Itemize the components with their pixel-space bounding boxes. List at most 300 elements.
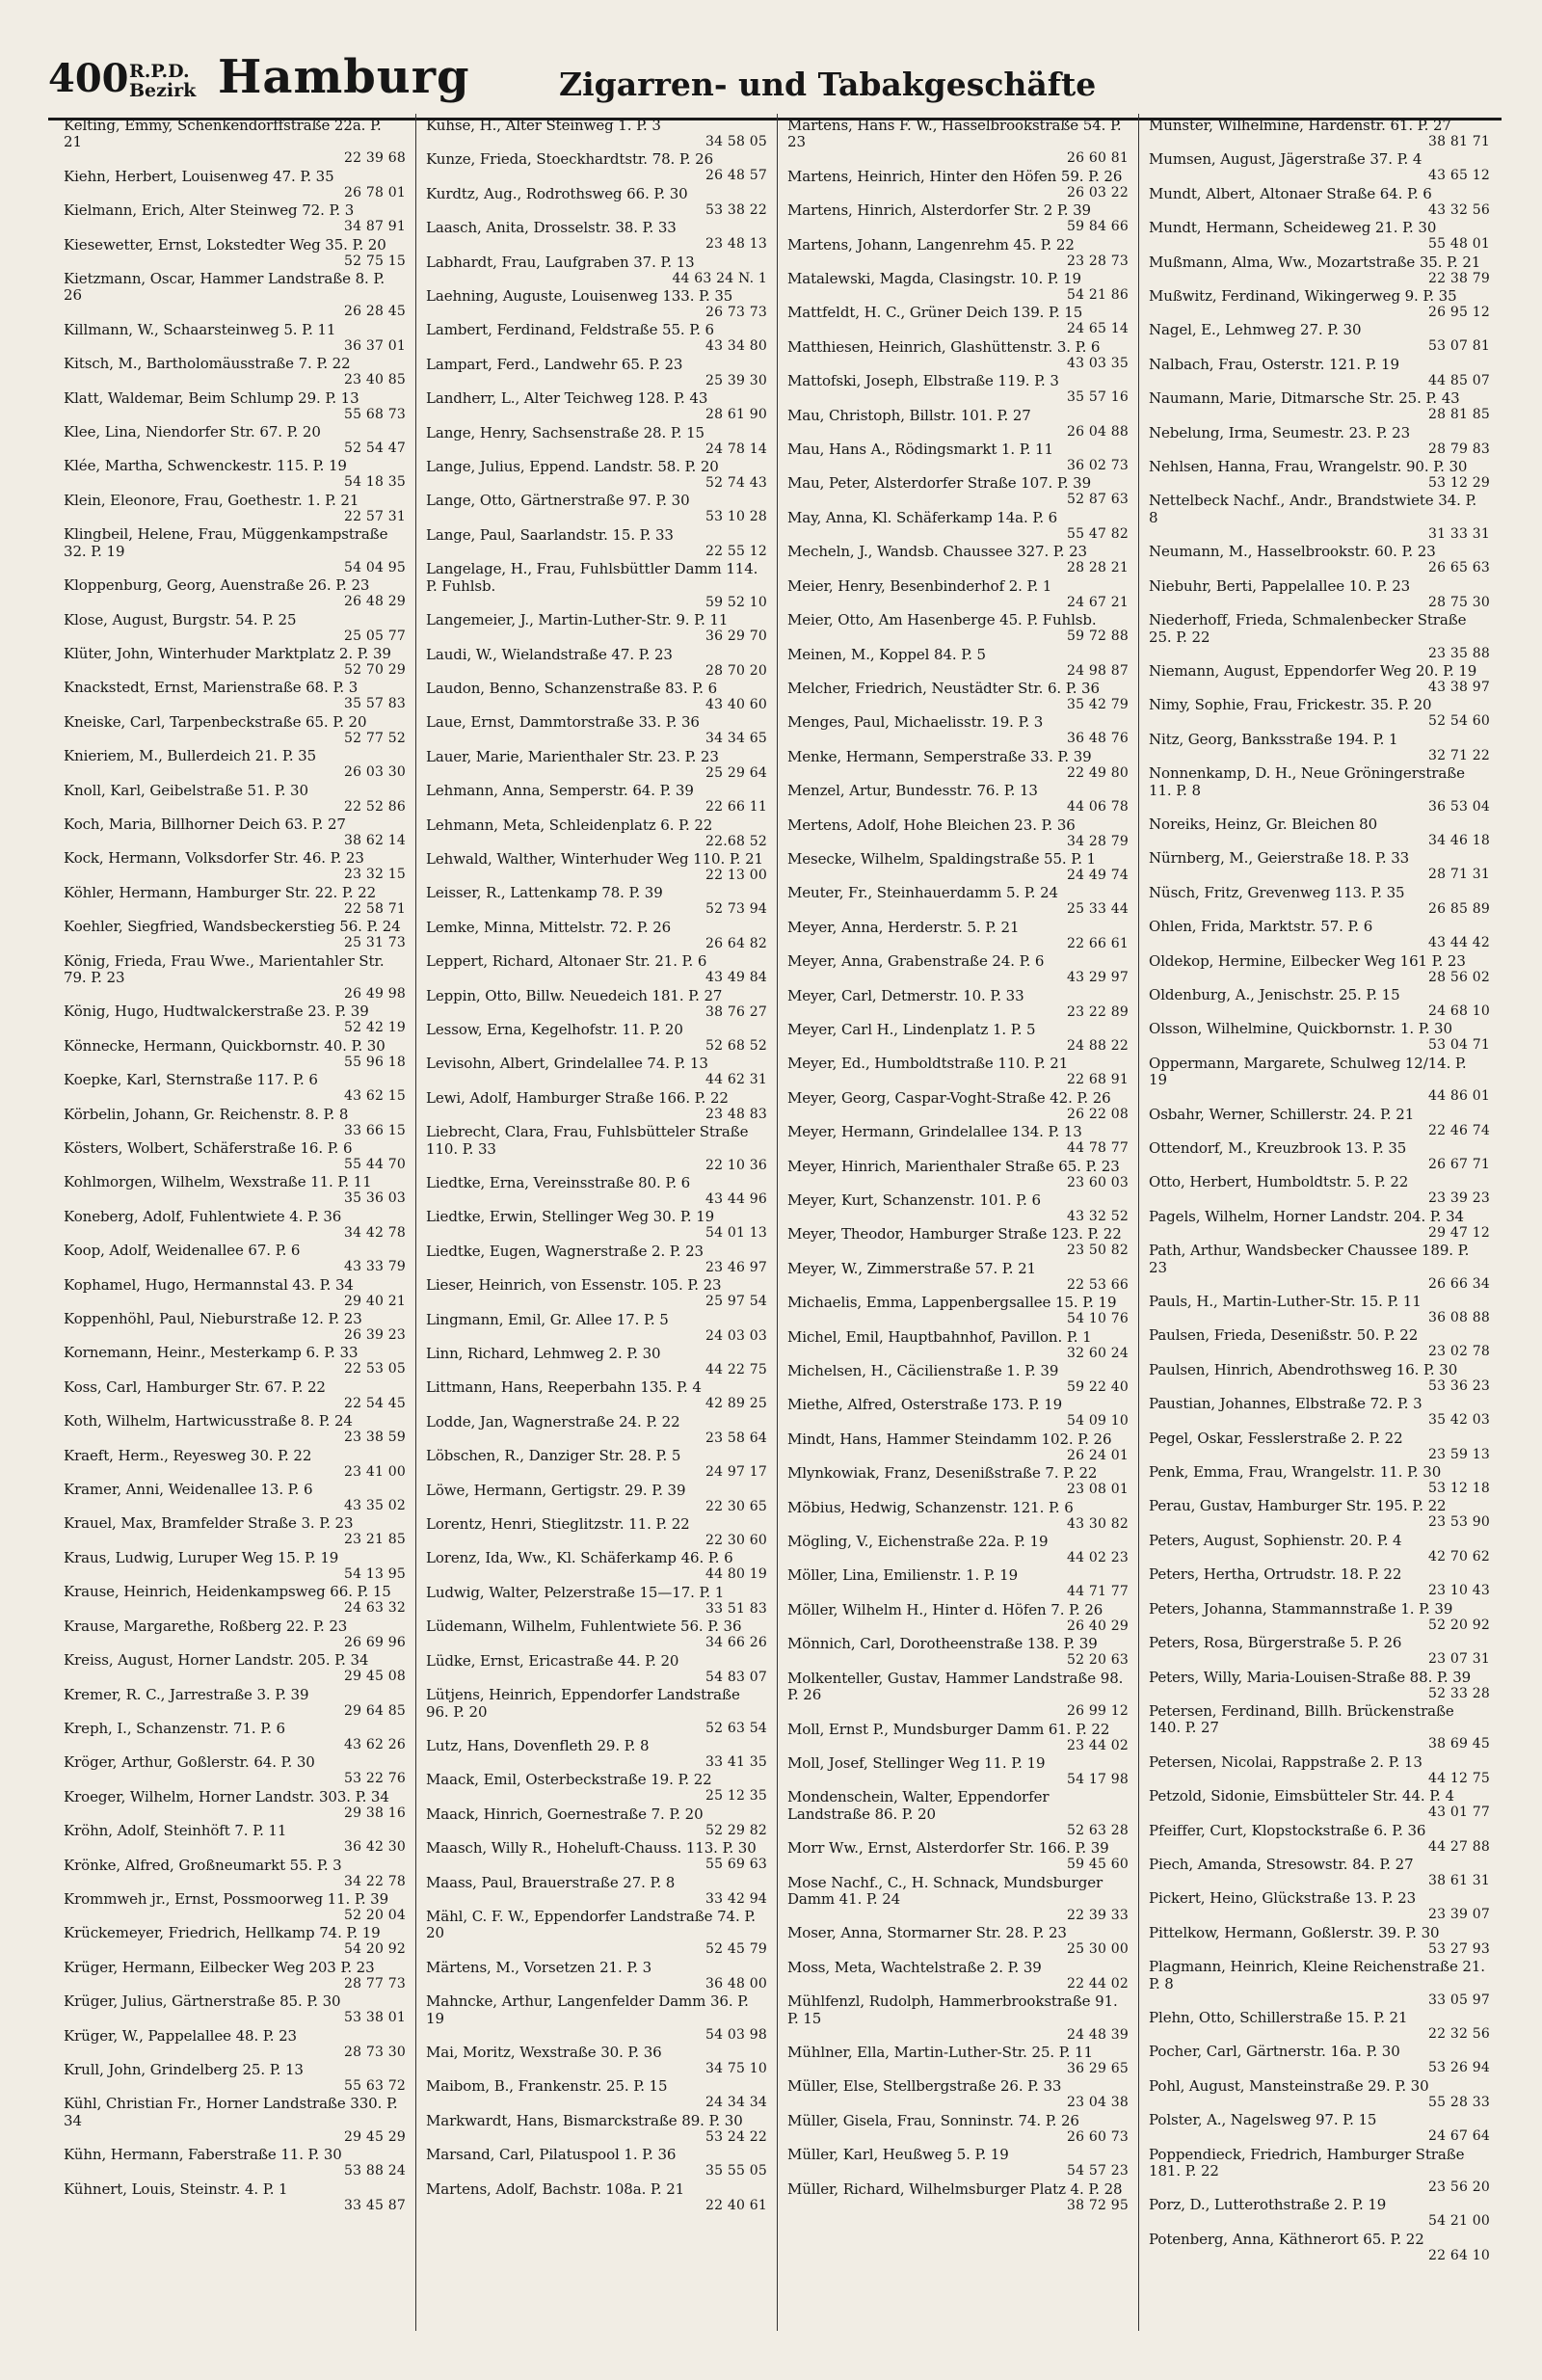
entry-phone: 43 34 80 [705, 338, 767, 355]
directory-entry [787, 1397, 1130, 1431]
entry-phone: 25 12 35 [705, 1788, 767, 1805]
directory-entry [426, 1687, 769, 1738]
entry-text: Kraeft, Herm., Reyesweg 30. P. 22 [64, 1446, 312, 1464]
entry-phone: 54 09 10 [1067, 1413, 1129, 1430]
directory-entry [64, 1993, 408, 2027]
entry-text: Lutz, Hans, Dovenfleth 29. P. 8 [426, 1736, 650, 1754]
directory-entry [787, 408, 1130, 441]
entry-text: Krönke, Alfred, Großneumarkt 55. P. 3 [64, 1856, 342, 1874]
entry-text: Piech, Amanda, Stresowstr. 84. P. 27 [1149, 1855, 1414, 1873]
directory-entry [64, 390, 408, 424]
entry-text: Kroeger, Wilhelm, Horner Landstr. 303. P. 34 [64, 1787, 389, 1805]
entry-phone: 43 44 42 [1428, 935, 1490, 951]
directory-entry [1149, 2112, 1492, 2146]
entry-phone: 29 47 12 [1428, 1224, 1490, 1241]
entry-text: Kröhn, Adolf, Steinhöft 7. P. 11 [64, 1822, 287, 1840]
directory-entry [64, 1618, 408, 1652]
directory-entry [1149, 2147, 1492, 2198]
entry-phone: 24 34 34 [705, 2095, 767, 2111]
directory-entry [64, 493, 408, 526]
entry-text: Möller, Wilhelm H., Hinter d. Höfen 7. P. 26 [787, 1600, 1103, 1618]
entry-text: Kühn, Hermann, Faberstraße 11. P. 30 [64, 2146, 342, 2164]
directory-entry [787, 1671, 1130, 1722]
directory-entry [426, 1277, 769, 1311]
entry-text: Meyer, W., Zimmerstraße 57. P. 21 [787, 1259, 1036, 1277]
entry-text: Maibom, B., Frankenstr. 25. P. 15 [426, 2077, 668, 2096]
directory-entry [787, 1226, 1130, 1260]
directory-entry [787, 1960, 1130, 1993]
entry-text: Mecheln, J., Wandsb. Chaussee 327. P. 23 [787, 543, 1087, 561]
entry-phone: 44 80 19 [705, 1566, 767, 1583]
entry-text: Littmann, Hans, Reeperbahn 135. P. 4 [426, 1378, 702, 1397]
entry-text: Langemeier, J., Martin-Luther-Str. 9. P. 11 [426, 611, 729, 629]
section-title: Zigarren- und Tabakgeschäfte [559, 66, 1097, 103]
directory-entry [64, 271, 408, 322]
entry-text: Meyer, Hinrich, Marienthaler Straße 65. P. 23 [787, 1157, 1120, 1175]
directory-entry [426, 1585, 769, 1618]
district-label [129, 62, 196, 100]
entry-phone: 53 12 29 [1428, 475, 1490, 492]
entry-phone: 23 48 13 [705, 236, 767, 253]
directory-entry [1149, 1327, 1492, 1361]
entry-phone: 22 54 45 [344, 1395, 406, 1411]
directory-entry [426, 322, 769, 356]
entry-phone: 23 40 85 [344, 372, 406, 388]
entry-text: Pauls, H., Martin-Luther-Str. 15. P. 11 [1149, 1293, 1422, 1311]
entry-phone: 28 75 30 [1428, 594, 1490, 610]
directory-entry [1149, 1788, 1492, 1822]
entry-phone: 23 50 82 [1067, 1243, 1129, 1259]
entry-text: König, Frieda, Frau Wwe., Marientahler Str. 79. P. 23 [64, 951, 385, 986]
directory-entry [64, 1107, 408, 1140]
entry-text: Kelting, Emmy, Schenkendorffstraße 22a. P. 21 [64, 117, 382, 151]
entry-phone: 52 33 28 [1428, 1685, 1490, 1701]
entry-text: Ohlen, Frida, Marktstr. 57. P. 6 [1149, 918, 1373, 936]
entry-text: Porz, D., Lutterothstraße 2. P. 19 [1149, 2196, 1387, 2214]
entry-text: Lewi, Adolf, Hamburger Straße 166. P. 22 [426, 1088, 729, 1107]
directory-entry [64, 202, 408, 236]
directory-entry [787, 1056, 1130, 1089]
entry-phone: 23 02 78 [1428, 1344, 1490, 1360]
entry-phone: 54 13 95 [344, 1565, 406, 1582]
entry-phone: 22 38 79 [1428, 270, 1490, 286]
directory-entry [787, 271, 1130, 305]
entry-phone: 29 45 08 [344, 1669, 406, 1685]
directory-entry [1149, 765, 1492, 816]
entry-phone: 22 58 71 [344, 900, 406, 917]
directory-entry [426, 1124, 769, 1175]
entry-text: Moss, Meta, Wachtelstraße 2. P. 39 [787, 1958, 1042, 1976]
entry-text: Krüger, W., Pappelallee 48. P. 23 [64, 2026, 297, 2045]
directory-entry [787, 1636, 1130, 1670]
entry-phone: 28 77 73 [344, 1975, 406, 1992]
entry-phone: 34 58 05 [705, 134, 767, 149]
entry-text: Kreiss, August, Horner Landstr. 205. P. 34 [64, 1651, 369, 1670]
entry-text: Pagels, Wilhelm, Horner Landstr. 204. P. 34 [1149, 1207, 1464, 1225]
entry-text: Plehn, Otto, Schillerstraße 15. P. 21 [1149, 2008, 1408, 2026]
entry-text: Martens, Hans F. W., Hasselbrookstraße 54. P. 23 [787, 117, 1122, 151]
directory-entry [426, 988, 769, 1022]
entry-text: Marsand, Carl, Pilatuspool 1. P. 36 [426, 2146, 677, 2164]
directory-entry [426, 493, 769, 526]
directory-entry [1149, 1533, 1492, 1566]
directory-entry [64, 919, 408, 952]
directory-entry [1149, 1174, 1492, 1208]
directory-entry [64, 680, 408, 713]
entry-text: Krüger, Julius, Gärtnerstraße 85. P. 30 [64, 1992, 341, 2011]
entry-text: Lingmann, Emil, Gr. Allee 17. P. 5 [426, 1310, 669, 1328]
entry-phone: 52 74 43 [705, 475, 767, 492]
entry-phone: 23 46 97 [705, 1259, 767, 1275]
entry-text: Krause, Heinrich, Heidenkampsweg 66. P. 15 [64, 1583, 391, 1601]
entry-text: Perau, Gustav, Hamburger Str. 195. P. 22 [1149, 1497, 1447, 1515]
entry-phone: 33 45 87 [344, 2197, 406, 2213]
entry-phone: 55 44 70 [344, 1157, 406, 1172]
entry-phone: 22 66 11 [705, 799, 767, 816]
entry-text: Maack, Hinrich, Goernestraße 7. P. 20 [426, 1805, 704, 1823]
entry-phone: 22 68 91 [1067, 1072, 1129, 1088]
entry-text: Mönnich, Carl, Dorotheenstraße 138. P. 39 [787, 1635, 1098, 1653]
entry-phone: 33 05 97 [1428, 1992, 1490, 2008]
directory-entry [64, 1174, 408, 1208]
entry-text: Klée, Martha, Schwenckestr. 115. P. 19 [64, 457, 347, 475]
directory-entry [1149, 2197, 1492, 2231]
entry-phone: 34 75 10 [705, 2060, 767, 2076]
directory-entry [64, 1515, 408, 1549]
entry-text: Landherr, L., Alter Teichweg 128. P. 43 [426, 389, 708, 408]
entry-phone: 34 42 78 [344, 1224, 406, 1241]
entry-phone: 32 71 22 [1428, 747, 1490, 763]
entry-phone: 36 29 65 [1067, 2060, 1129, 2076]
entry-phone: 28 70 20 [705, 662, 767, 679]
entry-text: Melcher, Friedrich, Neustädter Str. 6. P. 36 [787, 679, 1100, 697]
directory-entry [787, 1090, 1130, 1124]
directory-entry [64, 1823, 408, 1857]
entry-phone: 44 71 77 [1067, 1584, 1129, 1600]
directory-entry [64, 1482, 408, 1515]
entry-phone: 25 29 64 [705, 764, 767, 781]
entry-text: Maasch, Willy R., Hoheluft-Chauss. 113. P. 30 [426, 1839, 757, 1858]
directory-entry [787, 714, 1130, 748]
entry-phone: 53 27 93 [1428, 1940, 1490, 1957]
entry-text: Michelsen, H., Cäcilienstraße 1. P. 39 [787, 1362, 1059, 1380]
entry-text: Plagmann, Heinrich, Kleine Reichenstraße 21. P. 8 [1149, 1958, 1485, 1992]
directory-entry [787, 783, 1130, 816]
entry-phone: 53 36 23 [1428, 1377, 1490, 1394]
directory-entry [426, 1516, 769, 1550]
entry-phone: 34 87 91 [344, 219, 406, 235]
entry-text: Lehmann, Anna, Semperstr. 64. P. 39 [426, 782, 694, 800]
entry-phone: 26 24 01 [1067, 1447, 1129, 1463]
entry-phone: 59 22 40 [1067, 1379, 1129, 1396]
entry-phone: 23 44 02 [1067, 1737, 1129, 1753]
entry-phone: 54 57 23 [1067, 2163, 1129, 2179]
entry-phone: 36 29 70 [705, 628, 767, 645]
entry-phone: 44 78 77 [1067, 1140, 1129, 1157]
entry-phone: 53 04 71 [1428, 1037, 1490, 1054]
entry-text: Löwe, Hermann, Gertigstr. 29. P. 39 [426, 1481, 686, 1499]
entry-phone: 33 42 94 [705, 1890, 767, 1907]
entry-text: Koch, Maria, Billhorner Deich 63. P. 27 [64, 815, 346, 833]
entry-text: Laasch, Anita, Drosselstr. 38. P. 33 [426, 219, 677, 237]
entry-text: Meyer, Anna, Grabenstraße 24. P. 6 [787, 952, 1045, 971]
directory-entry [787, 339, 1130, 373]
directory-entry [426, 1243, 769, 1277]
entry-text: Meyer, Carl H., Lindenplatz 1. P. 5 [787, 1020, 1036, 1038]
directory-entry [426, 1772, 769, 1805]
entry-text: Liedtke, Erwin, Stellinger Weg 30. P. 19 [426, 1208, 715, 1226]
directory-entry [64, 612, 408, 646]
entry-text: Lorentz, Henri, Stieglitzstr. 11. P. 22 [426, 1515, 690, 1534]
directory-entry [1149, 2044, 1492, 2077]
entry-text: Poppendieck, Friedrich, Hamburger Straße 181. P. 22 [1149, 2145, 1465, 2179]
directory-entry [64, 646, 408, 680]
entry-text: Linn, Richard, Lehmweg 2. P. 30 [426, 1345, 661, 1363]
directory-entry [1149, 663, 1492, 697]
directory-entry [1149, 850, 1492, 884]
directory-entry [426, 1738, 769, 1772]
directory-entry [787, 1261, 1130, 1295]
directory-entry [426, 186, 769, 220]
entry-text: Lodde, Jan, Wagnerstraße 24. P. 22 [426, 1412, 680, 1431]
directory-entry [64, 1754, 408, 1788]
entry-phone: 26 60 81 [1067, 150, 1129, 167]
entry-text: Martens, Heinrich, Hinter den Höfen 59. P. 26 [787, 167, 1123, 185]
entry-phone: 43 33 79 [344, 1259, 406, 1275]
entry-phone: 53 38 01 [344, 2010, 406, 2026]
directory-entry [1149, 1021, 1492, 1055]
directory-entry [64, 1379, 408, 1413]
entry-phone: 34 28 79 [1067, 833, 1129, 849]
entry-phone: 43 62 15 [344, 1088, 406, 1105]
directory-entry [64, 2028, 408, 2062]
entry-phone: 55 48 01 [1428, 236, 1490, 253]
entry-phone: 44 27 88 [1428, 1838, 1490, 1855]
entry-text: Krull, John, Grindelberg 25. P. 13 [64, 2060, 304, 2078]
entry-text: May, Anna, Kl. Schäferkamp 14a. P. 6 [787, 508, 1058, 526]
entry-phone: 42 89 25 [705, 1396, 767, 1412]
entry-text: Mau, Hans A., Rödingsmarkt 1. P. 11 [787, 441, 1053, 459]
directory-entry [787, 475, 1130, 509]
entry-phone: 43 01 77 [1428, 1805, 1490, 1821]
entry-phone: 26 73 73 [705, 305, 767, 321]
entry-text: Mindt, Hans, Hammer Steindamm 102. P. 26 [787, 1430, 1112, 1448]
entry-phone: 35 42 03 [1428, 1412, 1490, 1429]
entry-phone: 36 48 00 [705, 1975, 767, 1992]
directory-entry [787, 1602, 1130, 1636]
entry-text: Koth, Wilhelm, Hartwicusstraße 8. P. 24 [64, 1412, 353, 1431]
entry-phone: 22 64 10 [1428, 2247, 1490, 2263]
entry-text: Lampart, Ferd., Landwehr 65. P. 23 [426, 355, 683, 373]
entry-phone: 53 07 81 [1428, 338, 1490, 355]
entry-phone: 26 65 63 [1428, 560, 1490, 576]
entry-phone: 31 33 31 [1428, 525, 1490, 542]
entry-phone: 25 05 77 [344, 628, 406, 644]
entry-phone: 26 49 98 [344, 985, 406, 1002]
entry-phone: 52 63 28 [1067, 1822, 1129, 1838]
directory-entry [1149, 697, 1492, 731]
entry-text: Knoll, Karl, Geibelstraße 51. P. 30 [64, 781, 308, 799]
entry-text: Kröger, Arthur, Goßlerstr. 64. P. 30 [64, 1753, 315, 1772]
entry-text: Petersen, Ferdinand, Billh. Brückenstraße 140. P. 27 [1149, 1701, 1454, 1737]
entry-text: Meyer, Carl, Detmerstr. 10. P. 33 [787, 986, 1024, 1004]
entry-text: Markwardt, Hans, Bismarckstraße 89. P. 30 [426, 2111, 743, 2129]
entry-phone: 25 97 54 [705, 1294, 767, 1310]
entry-phone: 22 13 00 [705, 867, 767, 883]
entry-phone: 54 04 95 [344, 559, 406, 575]
entry-text: Nitz, Georg, Banksstraße 194. P. 1 [1149, 730, 1398, 748]
directory-entry [426, 783, 769, 816]
directory-entry [64, 458, 408, 492]
entry-phone: 52 20 63 [1067, 1652, 1129, 1669]
entry-text: Könnecke, Hermann, Quickbornstr. 40. P. 30 [64, 1036, 386, 1055]
entry-phone: 52 68 52 [705, 1037, 767, 1054]
entry-text: Meyer, Hermann, Grindelallee 134. P. 13 [787, 1123, 1082, 1141]
entry-phone: 26 03 30 [344, 764, 406, 781]
entry-text: Martens, Johann, Langenrehm 45. P. 22 [787, 235, 1075, 254]
directory-entry [1149, 1959, 1492, 2010]
directory-entry [426, 1618, 769, 1652]
entry-text: Lange, Henry, Sachsenstraße 28. P. 15 [426, 423, 705, 441]
directory-entry [1149, 2078, 1492, 2112]
entry-phone: 54 83 07 [705, 1669, 767, 1685]
directory-entry [1149, 1857, 1492, 1890]
entry-phone: 26 48 29 [344, 594, 406, 610]
directory-entry [1149, 493, 1492, 544]
column-3 [777, 114, 1138, 2331]
directory-entry [64, 577, 408, 611]
entry-phone: 26 64 82 [705, 935, 767, 951]
entry-text: Meyer, Kurt, Schanzenstr. 101. P. 6 [787, 1191, 1041, 1209]
entry-phone: 53 26 94 [1428, 2060, 1490, 2076]
entry-text: Koehler, Siegfried, Wandsbeckerstieg 56. P. 24 [64, 918, 401, 936]
entry-phone: 24 98 87 [1067, 662, 1129, 679]
directory-entry [64, 424, 408, 458]
directory-entry [1149, 953, 1492, 987]
directory-entry [64, 885, 408, 919]
directory-entry [426, 2045, 769, 2078]
entry-text: Mühlner, Ella, Martin-Luther-Str. 25. P. 11 [787, 2043, 1093, 2061]
directory-entry [1149, 732, 1492, 765]
entry-text: Nürnberg, M., Geierstraße 18. P. 33 [1149, 849, 1410, 868]
entry-text: Lorenz, Ida, Ww., Kl. Schäferkamp 46. P. 6 [426, 1549, 733, 1567]
directory-entry [426, 1960, 769, 1993]
entry-phone: 33 51 83 [705, 1600, 767, 1617]
entry-text: Nettelbeck Nachf., Andr., Brandstwiete 34. P. 8 [1149, 492, 1477, 526]
directory-entry [787, 1534, 1130, 1567]
directory-entry [1149, 1823, 1492, 1857]
directory-entry [1149, 220, 1492, 254]
entry-text: Lange, Paul, Saarlandstr. 15. P. 33 [426, 525, 674, 544]
directory-entry [787, 544, 1130, 577]
entry-phone: 25 33 44 [1067, 901, 1129, 918]
entry-phone: 43 30 82 [1067, 1515, 1129, 1532]
entry-text: Liedtke, Erna, Vereinsstraße 80. P. 6 [426, 1174, 691, 1191]
entry-text: Menzel, Artur, Bundesstr. 76. P. 13 [787, 782, 1038, 800]
entry-text: Müller, Else, Stellbergstraße 26. P. 33 [787, 2077, 1062, 2096]
directory-entry [787, 1755, 1130, 1789]
entry-text: Lehmann, Meta, Schleidenplatz 6. P. 22 [426, 816, 713, 834]
directory-entry [64, 526, 408, 577]
directory-entry [787, 988, 1130, 1022]
entry-phone: 28 71 31 [1428, 867, 1490, 883]
entry-text: Klüter, John, Winterhuder Marktplatz 2. P. 39 [64, 644, 391, 662]
entry-phone: 43 32 52 [1067, 1209, 1129, 1224]
entry-text: Moll, Josef, Stellinger Weg 11. P. 19 [787, 1753, 1046, 1772]
entry-text: Körbelin, Johann, Gr. Reichenstr. 8. P. 8 [64, 1105, 349, 1123]
directory-entry [426, 1550, 769, 1584]
directory-entry [1149, 1056, 1492, 1107]
directory-entry [64, 1140, 408, 1174]
entry-text: Liedtke, Eugen, Wagnerstraße 2. P. 23 [426, 1242, 704, 1260]
entry-text: Kramer, Anni, Weidenallee 13. P. 6 [64, 1481, 313, 1499]
directory-entry [64, 953, 408, 1004]
directory-entry [1149, 987, 1492, 1021]
entry-phone: 24 65 14 [1067, 321, 1129, 337]
entry-text: Meinen, M., Koppel 84. P. 5 [787, 645, 986, 663]
entry-text: Kuhse, H., Alter Steinweg 1. P. 3 [426, 117, 661, 134]
entry-text: Koss, Carl, Hamburger Str. 67. P. 22 [64, 1377, 326, 1396]
entry-text: Kloppenburg, Georg, Auenstraße 26. P. 23 [64, 576, 370, 595]
directory-entry [64, 1311, 408, 1345]
directory-entry [426, 1875, 769, 1909]
entry-text: Lehwald, Walther, Winterhuder Weg 110. P. 21 [426, 849, 764, 868]
directory-entry [787, 1465, 1130, 1499]
entry-phone: 55 96 18 [344, 1054, 406, 1070]
entry-phone: 43 40 60 [705, 696, 767, 712]
directory-entry [1149, 459, 1492, 493]
entry-text: Krüger, Hermann, Eilbecker Weg 203 P. 23 [64, 1958, 375, 1976]
entry-phone: 32 60 24 [1067, 1345, 1129, 1361]
entry-text: Kock, Hermann, Volksdorfer Str. 46. P. 23 [64, 849, 364, 868]
entry-text: Lange, Julius, Eppend. Landstr. 58. P. 20 [426, 458, 719, 476]
entry-text: Knieriem, M., Bullerdeich 21. P. 35 [64, 747, 317, 765]
entry-text: Koneberg, Adolf, Fuhlentwiete 4. P. 36 [64, 1207, 342, 1225]
directory-entry [426, 749, 769, 783]
entry-text: Nonnenkamp, D. H., Neue Gröningerstraße 11. P. 8 [1149, 764, 1465, 799]
entry-text: Menges, Paul, Michaelisstr. 19. P. 3 [787, 713, 1044, 732]
entry-phone: 55 47 82 [1067, 525, 1129, 542]
entry-text: Mußmann, Alma, Ww., Mozartstraße 35. P. 21 [1149, 253, 1481, 271]
entry-text: Olsson, Wilhelmine, Quickbornstr. 1. P. 30 [1149, 1020, 1452, 1038]
entry-text: Langelage, H., Frau, Fuhlsbüttler Damm 114. P. Fuhlsb. [426, 560, 758, 595]
entry-text: Peters, August, Sophienstr. 20. P. 4 [1149, 1531, 1402, 1549]
entry-text: Kühl, Christian Fr., Horner Landstraße 330. P. 34 [64, 2095, 398, 2129]
entry-text: Mußwitz, Ferdinand, Wikingerweg 9. P. 35 [1149, 287, 1457, 306]
entry-text: Laudi, W., Wielandstraße 47. P. 23 [426, 645, 673, 663]
entry-text: Peters, Willy, Maria-Louisen-Straße 88. P. 39 [1149, 1668, 1472, 1686]
entry-text: Matalewski, Magda, Clasingstr. 10. P. 19 [787, 270, 1081, 288]
entry-text: Pegel, Oskar, Fesslerstraße 2. P. 22 [1149, 1429, 1403, 1447]
entry-phone: 23 21 85 [344, 1532, 406, 1548]
entry-text: Otto, Herbert, Humboldtstr. 5. P. 22 [1149, 1173, 1409, 1191]
entry-text: Niebuhr, Berti, Pappelallee 10. P. 23 [1149, 576, 1411, 595]
entry-phone: 44 06 78 [1067, 799, 1129, 816]
entry-text: Meuter, Fr., Steinhauerdamm 5. P. 24 [787, 884, 1058, 902]
directory-entry [787, 237, 1130, 271]
directory-entry [64, 816, 408, 850]
entry-text: Möbius, Hedwig, Schanzenstr. 121. P. 6 [787, 1498, 1074, 1516]
entry-phone: 38 81 71 [1428, 134, 1490, 149]
entry-phone: 44 85 07 [1428, 372, 1490, 388]
entry-phone: 24 67 21 [1067, 594, 1129, 610]
entry-phone: 26 69 96 [344, 1634, 406, 1650]
entry-text: Kiehn, Herbert, Louisenweg 47. P. 35 [64, 167, 334, 185]
directory-entry [1149, 390, 1492, 424]
entry-text: Lessow, Erna, Kegelhofstr. 11. P. 20 [426, 1020, 683, 1038]
directory-entry [1149, 322, 1492, 356]
directory-entry [426, 425, 769, 459]
